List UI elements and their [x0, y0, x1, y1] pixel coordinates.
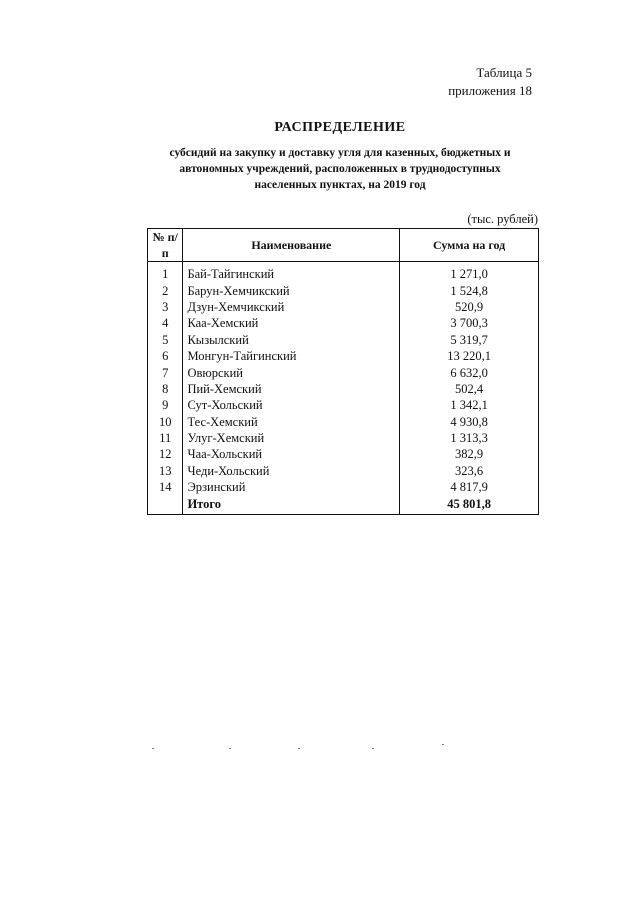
row-number-cell: 7 [148, 364, 183, 380]
row-number-cell: 5 [148, 332, 183, 348]
appendix-number: приложения 18 [448, 83, 532, 98]
table-header-row [148, 229, 539, 262]
row-number-cell: 4 [148, 315, 183, 331]
total-label-cell: Итого [183, 495, 400, 514]
district-name-cell: Эрзинский [183, 479, 400, 495]
units-label: (тыс. рублей) [467, 212, 538, 226]
table-row [148, 364, 539, 380]
subtitle-line: населенных пунктах, на 2019 год [254, 179, 426, 191]
district-name-cell: Барун-Хемчикский [183, 282, 400, 298]
amount-cell: 382,9 [400, 446, 539, 462]
column-header-number: № п/п [148, 229, 183, 262]
subtitle-line: субсидий на закупку и доставку угля для казенных, бюджетных и [169, 147, 511, 159]
table-row [148, 446, 539, 462]
row-number-cell: 1 [148, 262, 183, 283]
total-row [148, 495, 539, 514]
district-name-cell: Бай-Тайгинский [183, 262, 400, 283]
amount-cell: 1 524,8 [400, 282, 539, 298]
amount-cell: 1 313,3 [400, 430, 539, 446]
district-name-cell: Каа-Хемский [183, 315, 400, 331]
document-title: РАСПРЕДЕЛЕНИЕ [274, 120, 406, 135]
row-number-cell: 10 [148, 414, 183, 430]
distribution-table [147, 228, 539, 515]
row-number-cell: 3 [148, 299, 183, 315]
table-row [148, 381, 539, 397]
scan-speck [229, 748, 231, 749]
amount-cell: 3 700,3 [400, 315, 539, 331]
row-number-cell: 6 [148, 348, 183, 364]
row-number-cell: 8 [148, 381, 183, 397]
total-number-cell [148, 495, 183, 514]
scan-speck [442, 744, 444, 745]
table-row [148, 315, 539, 331]
amount-cell: 323,6 [400, 463, 539, 479]
table-row [148, 414, 539, 430]
table-row [148, 348, 539, 364]
district-name-cell: Сут-Хольский [183, 397, 400, 413]
table-row [148, 262, 539, 283]
document-subtitle [160, 145, 520, 193]
table-row [148, 430, 539, 446]
amount-cell: 1 271,0 [400, 262, 539, 283]
table-reference [448, 64, 532, 100]
district-name-cell: Пий-Хемский [183, 381, 400, 397]
amount-cell: 6 632,0 [400, 364, 539, 380]
district-name-cell: Улуг-Хемский [183, 430, 400, 446]
row-number-cell: 9 [148, 397, 183, 413]
scan-speck [152, 748, 154, 749]
column-header-sum: Сумма на год [400, 229, 539, 262]
row-number-cell: 14 [148, 479, 183, 495]
amount-cell: 5 319,7 [400, 332, 539, 348]
district-name-cell: Чаа-Хольский [183, 446, 400, 462]
district-name-cell: Овюрский [183, 364, 400, 380]
table-row [148, 282, 539, 298]
amount-cell: 4 817,9 [400, 479, 539, 495]
table-row [148, 299, 539, 315]
district-name-cell: Чеди-Хольский [183, 463, 400, 479]
column-header-name: Наименование [183, 229, 400, 262]
district-name-cell: Кызылский [183, 332, 400, 348]
amount-cell: 502,4 [400, 381, 539, 397]
row-number-cell: 11 [148, 430, 183, 446]
district-name-cell: Дзун-Хемчикский [183, 299, 400, 315]
total-amount-cell: 45 801,8 [400, 495, 539, 514]
row-number-cell: 13 [148, 463, 183, 479]
row-number-cell: 2 [148, 282, 183, 298]
table-row [148, 463, 539, 479]
district-name-cell: Монгун-Тайгинский [183, 348, 400, 364]
row-number-cell: 12 [148, 446, 183, 462]
scan-speck [372, 748, 374, 749]
amount-cell: 4 930,8 [400, 414, 539, 430]
subtitle-line: автономных учреждений, расположенных в труднодоступных [179, 163, 501, 175]
table-row [148, 479, 539, 495]
amount-cell: 520,9 [400, 299, 539, 315]
scan-speck [298, 748, 300, 749]
table-number: Таблица 5 [476, 65, 532, 80]
table-row [148, 332, 539, 348]
amount-cell: 1 342,1 [400, 397, 539, 413]
district-name-cell: Тес-Хемский [183, 414, 400, 430]
amount-cell: 13 220,1 [400, 348, 539, 364]
table-row [148, 397, 539, 413]
